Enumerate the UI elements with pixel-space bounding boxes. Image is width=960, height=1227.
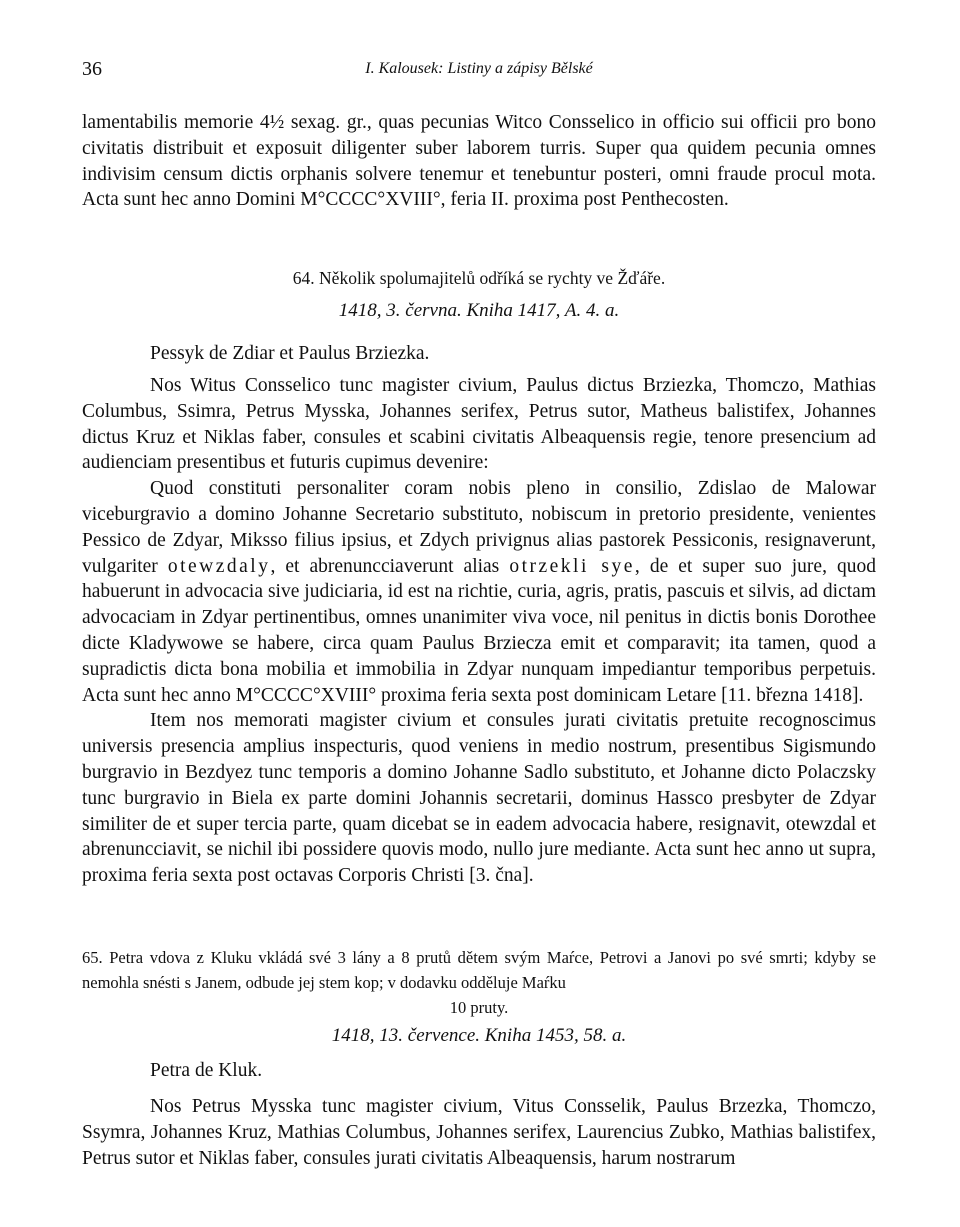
document-65-heading-text: 65. Petra vdova z Kluku vkládá své 3 lány a 8 prutů dětem svým Maŕce, Petrovi a Janovi po své smrti; kdyby se nemohla snésti s Janem, odbude jej stem kop; v dodavku odděluje Maŕku [82, 948, 876, 992]
document-64-incipit: Pessyk de Zdiar et Paulus Brziezka. [150, 343, 430, 364]
spaced-vernacular-1: otewzdaly [167, 555, 271, 577]
page-header [82, 58, 876, 88]
paragraph-2-part-c: , de et super suo jure, quod habuerunt in advocacia sive judiciaria, id est na richtie, curia, agris, pratis, pascuis et silvis, ad dictam advocaciam in Zdyar pertinentibus, omnes unanimiter viva voce, nil penitus in dictis bonis Dorothee dicte Kladywowe se habere, circa quam Paulus Brziecza emit et comparavit; ita tamen, quod a supradictis dicta bona mobilia et immobilia in Zdyar nunquam impediantur temporibus perpetuis. Acta sunt hec anno M°CCCC°XVIII° proxima feria sexta post dominicam Letare [11. března 1418]. [82, 555, 876, 706]
document-64-date: 1418, 3. června. Kniha 1417, A. 4. a. [338, 300, 620, 321]
document-64-body [82, 373, 876, 889]
paragraph-2-part-a: Quod constituti personaliter coram nobis pleno in consilio, Zdislao de Malowar viceburgravio a domino Johanne Secretario substituto, nobiscum in pretorio presidente, venientes Pessico de Zdyar, Miksso filius ipsius, et Zdych privignus alias pastorek Pessiconis, resignaverunt, vulgariter [82, 478, 876, 577]
document-65-incipit: Petra de Kluk. [150, 1060, 263, 1081]
running-title: I. Kalousek: Listiny a zápisy Bělské [365, 60, 593, 77]
spaced-vernacular-2: otrzekli sye [509, 555, 635, 577]
continued-paragraph-block [82, 110, 876, 213]
document-65-body [82, 1094, 876, 1171]
paragraph-2-part-b: , et abrenuncciaverunt alias [270, 555, 510, 577]
document-65-heading [82, 945, 876, 1020]
document-65-heading-last-line: 10 pruty. [449, 998, 509, 1017]
document-64-paragraph-3: Item nos memorati magister civium et consules jurati civitatis pretuite recognoscimus universis presencia amplius inspecturis, quod veniens in medio nostrum, presentibus Sigismundo burgravio in Bezdyez tunc temporis a domino Johanne Sadlo substituto, et Johanne dicto Polaczsky tunc burgravio in Biela ex parte domini Johannis secretarii, dominus Hassco presbyter de Zdyar similiter de et super tercia parte, quam dicebat se in eadem advocacia habere, resignavit, otewzdal et abrenuncciavit, se nichil ibi possidere quovis modo, nullo jure mediante. Acta sunt hec anno ut supra, proxima feria sexta post octavas Corporis Christi [3. čna]. [82, 710, 876, 887]
document-65-date: 1418, 13. července. Kniha 1453, 58. a. [331, 1025, 627, 1046]
page-number: 36 [82, 58, 102, 80]
document-64-heading: 64. Několik spolumajitelů odříká se rychty ve Žďáře. [292, 268, 666, 288]
document-64-paragraph-1: Nos Witus Consselico tunc magister civium, Paulus dictus Brziezka, Thomczo, Mathias Columbus, Ssimra, Petrus Mysska, Johannes serifex, Petrus sutor, Matheus balistifex, Johannes dictus Kruz et Niklas faber, consules et scabini civitatis Albeaquensis regie, tenore presencium ad audienciam presentibus et futuris cupimus devenire: [82, 375, 876, 474]
continued-paragraph: lamentabilis memorie 4½ sexag. gr., quas pecunias Witco Consselico in officio sui officii pro bono civitatis distribuit et exposuit diligenter suber laborem turris. Super qua quidem pecunia omnes indivisim censum dictis orphanis solvere tenemur et tenebuntur posteri, omni fraude procul mota. Acta sunt hec anno Domini M°CCCC°XVIII°, feria II. proxima post Penthecosten. [82, 112, 876, 211]
document-64-paragraph-2 [82, 476, 876, 708]
document-65-paragraph-1: Nos Petrus Mysska tunc magister civium, Vitus Consselik, Paulus Brzezka, Thomczo, Ssymra, Johannes Kruz, Mathias Columbus, Johannes serifex, Laurencius Zubko, Mathias balistifex, Petrus sutor et Niklas faber, consules jurati civitatis Albeaquensis, harum nostrarum [82, 1096, 876, 1169]
